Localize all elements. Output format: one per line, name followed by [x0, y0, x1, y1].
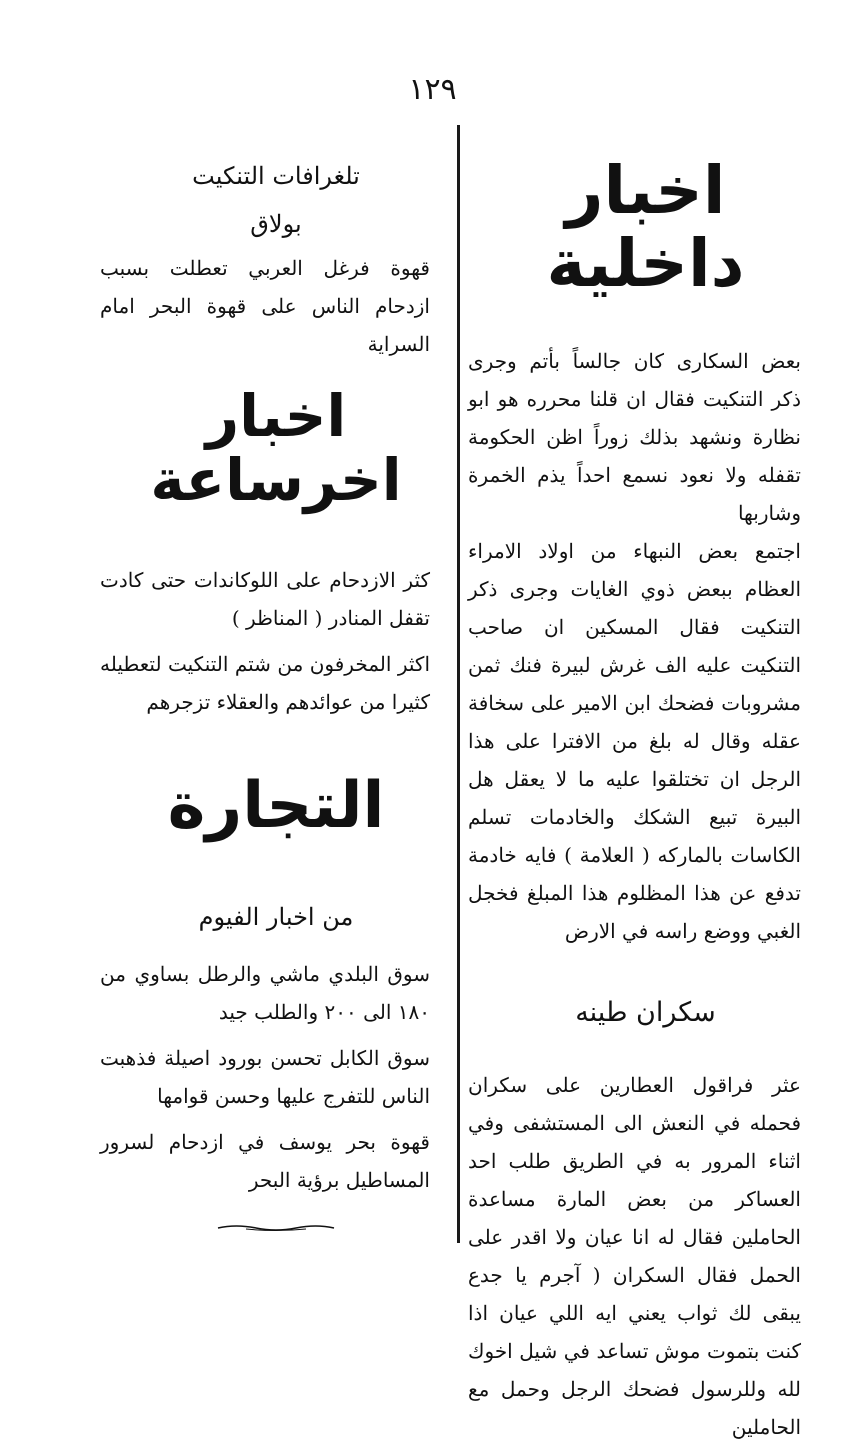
domestic-news-heading: اخبار داخلية [546, 152, 745, 302]
fayoum-news-heading: من اخبار الفيوم [198, 903, 354, 932]
trade-item: سوق البلدي ماشي والرطل بساوي من ١٨٠ الى ٢٠٠ والطلب جيد [100, 961, 430, 1024]
news-paragraph: اجتمع بعض النبهاء من اولاد الامراء العظام ببعض ذوي الغايات وجرى ذكر التنكيت فقال المسكين ان صاحب التنكيت عليه الف غرش لبيرة فنك ثمن مشروبات فضحك ابن الامير على سخافة عقله وقال له بلغ من الافترا على هذا الرجل ان تختلقوا عليه ما لا يعقل هل البيرة تبيع الشكك والخادمات تسلم الكاسات بالماركه ( العلامة ) فايه خادمة تدفع عن هذا المظلوم هذا المبلغ فخجل الغبي ووضع راسه في الارض [468, 539, 801, 944]
trade-item: قهوة بحر يوسف في ازدحام لسرور المساطيل برؤية البحر [100, 1129, 430, 1192]
left-column [100, 160, 452, 1233]
trade-item: سوق الكابل تحسن بورود اصيلة فذهبت الناس للتفرج عليها وحسن قوامها [100, 1045, 430, 1108]
right-column [468, 135, 823, 1446]
domestic-news-body [468, 342, 823, 950]
ornament-divider [216, 1223, 336, 1233]
column-divider [457, 125, 460, 1243]
news-paragraph: بعض السكارى كان جالساً بأتم وجرى ذكر التنكيت فقال ان قلنا محرره هو ابو نظارة ونشهد بذلك زوراً اظن الحكومة تقفله ولا نعود نسمع احداً يذم الخمرة وشاربها [468, 349, 801, 526]
telegram-text: قهوة فرغل العربي تعطلت بسبب ازدحام الناس على قهوة البحر امام السراية [100, 256, 430, 357]
drunk-story-heading: سكران طينه [575, 997, 716, 1029]
drunk-story-body [468, 1066, 823, 1446]
late-news-item: اكثر المخرفون من شتم التنكيت لتعطيله كثيرا من عوائدهم والعقلاء تزجرهم [100, 651, 430, 714]
story-paragraph: عثر فراقول العطارين على سكران فحمله في النعش الى المستشفى وفي اثناء المرور به في الطريق طلب احد العساكر من بعض المارة مساعدة الحاملين فقال له انا عيان ولا اقدر على الحمل فقال السكران ( آجرم يا جدع يبقى لك ثواب يعني ايه اللي عيان اذا كنت بتموت موش تساعد في شيل اخوك لله وللرسول فضحك الرجل وحمل مع الحاملين [468, 1072, 801, 1439]
telegrams-heading: تلغرافات التنكيت [192, 162, 360, 190]
telegram-place: بولاق [250, 209, 302, 238]
late-news-item: كثر الازدحام على اللوكاندات حتى كادت تقفل المنادر ( المناظر ) [100, 567, 430, 630]
page-number: ١٢٩ [408, 72, 457, 107]
trade-heading: التجارة [167, 768, 385, 843]
late-news-heading: اخبار اخرساعة [150, 382, 402, 514]
